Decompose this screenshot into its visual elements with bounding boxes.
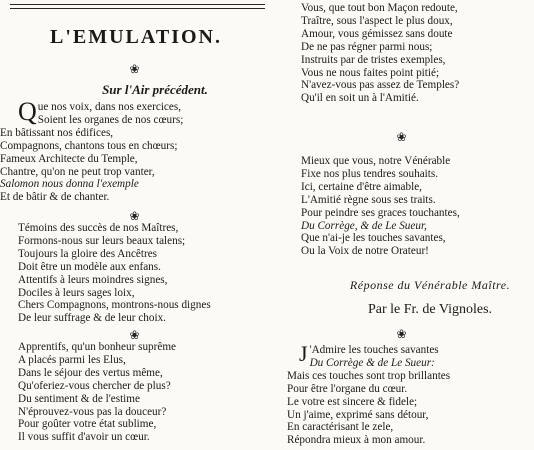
verse-line: ue nos voix, dans nos exercices,: [37, 101, 182, 113]
air-subtitle: Sur l'Air précédent.: [102, 82, 208, 97]
verse-line: Le votre est sincere & fidele;: [287, 395, 418, 408]
verse-line: Qu'oferiez-vous chercher de plus?: [18, 379, 171, 392]
reply-heading: Réponse du Vénérable Maître.: [349, 278, 511, 292]
verse-line: Compagnons, chantons tous en chœurs;: [0, 139, 178, 152]
verse-line: Vous, que tout bon Maçon redoute,: [301, 2, 458, 14]
verse-line: En caractérisant le zele,: [287, 421, 394, 434]
verse-line: Dans le séjour des vertus même,: [18, 366, 163, 379]
verse-line: Dociles à leurs sages loix,: [18, 286, 135, 299]
dropcap: J: [299, 341, 308, 366]
verse-line: Toujours la gloire des Ancêtres: [18, 247, 158, 260]
verse-line: Ici, certaine d'être aimable,: [301, 180, 422, 193]
verse-line: A placés parmi les Elus,: [18, 353, 126, 366]
ornament-icon: ❀: [129, 62, 141, 76]
verse-line: Et de bâtir & de chanter.: [0, 191, 110, 204]
verse-line: Amour, vous gémissez sans doute: [301, 27, 453, 40]
verse-line: Ou la Voix de notre Orateur!: [301, 245, 429, 258]
verse-line: En bâtissant nos édifices,: [0, 126, 114, 139]
verse-line: Un j'aime, exprimé sans détour,: [287, 408, 429, 421]
verse-line: Chantre, qu'on ne peut trop vanter,: [0, 165, 155, 178]
verse-line: Qu'il en soit un à l'Amitié.: [301, 92, 419, 105]
ornament-icon: ❀: [396, 130, 408, 144]
verse-line: Vous ne nous faites point pitié;: [301, 66, 440, 79]
verse-line: L'Amitié règne sous ses traits.: [301, 193, 436, 206]
stanza-4: [301, 2, 459, 105]
verse-line: Fameux Architecte du Temple,: [0, 152, 138, 165]
verse-line: Témoins des succès de nos Maîtres,: [18, 222, 179, 234]
verse-line: Formons-nous sur leurs beaux talens;: [18, 234, 186, 247]
stanza-3: [18, 341, 176, 444]
verse-line: Que n'ai-je les touches savantes,: [301, 232, 446, 245]
top-double-rule: [10, 4, 265, 9]
song-title: L'EMULATION.: [50, 26, 222, 48]
verse-line: Instruits par de tristes exemples,: [301, 53, 446, 66]
verse-line: Du Corrège, & de Le Sueur,: [301, 219, 427, 232]
verse-line: Mais ces touches sont trop brillantes: [287, 369, 451, 382]
verse-line: Attentifs à leurs moindres signes,: [18, 273, 168, 286]
stanza-5: [301, 155, 460, 258]
verse-line: Doit être un modèle aux enfans.: [18, 260, 161, 273]
verse-line: Traître, sous l'aspect le plus doux,: [301, 14, 453, 27]
right-page: [275, 0, 534, 450]
verse-line: Pour être l'organe du cœur.: [287, 382, 408, 395]
verse-line: N'éprouvez-vous pas la douceur?: [18, 405, 167, 418]
verse-line: Fixe nos plus tendres souhaits.: [301, 167, 439, 180]
verse-line: Mieux que vous, notre Vénérable: [301, 155, 451, 167]
verse-line: 'Admire les touches savantes: [309, 344, 439, 356]
dropcap: Q: [18, 97, 37, 126]
ornament-icon: ❀: [396, 327, 408, 341]
stanza-2: [18, 222, 211, 325]
verse-line: N'avez-vous pas assez de Temples?: [301, 79, 460, 92]
ornament-icon: ❀: [129, 209, 141, 223]
verse-line: Chers Compagnons, montrons-nous dignes: [18, 299, 211, 312]
verse-line: Salomon nous donna l'exemple: [0, 178, 139, 191]
verse-line: Apprentifs, qu'un bonheur suprême: [18, 341, 176, 353]
verse-line: Répondra mieux à mon amour.: [287, 434, 426, 447]
verse-line: Pour goûter votre état sublime,: [18, 418, 157, 431]
stanza-1: [0, 97, 184, 204]
verse-line: De ne pas régner parmi nous;: [301, 40, 433, 53]
verse-line: Soient les organes de nos cœurs;: [37, 113, 184, 126]
verse-line: Du Corrège & de Le Sueur:: [309, 356, 435, 369]
author-line: Par le Fr. de Vignoles.: [367, 302, 493, 317]
verse-line: Du sentiment & de l'estime: [18, 392, 140, 405]
verse-line: Il vous suffit d'avoir un cœur.: [18, 431, 150, 444]
verse-line: Pour peindre ses graces touchantes,: [301, 206, 460, 219]
stanza-6: [287, 341, 451, 447]
verse-line: De leur suffrage & de leur choix.: [18, 312, 166, 325]
ornament-icon: ❀: [129, 328, 141, 342]
